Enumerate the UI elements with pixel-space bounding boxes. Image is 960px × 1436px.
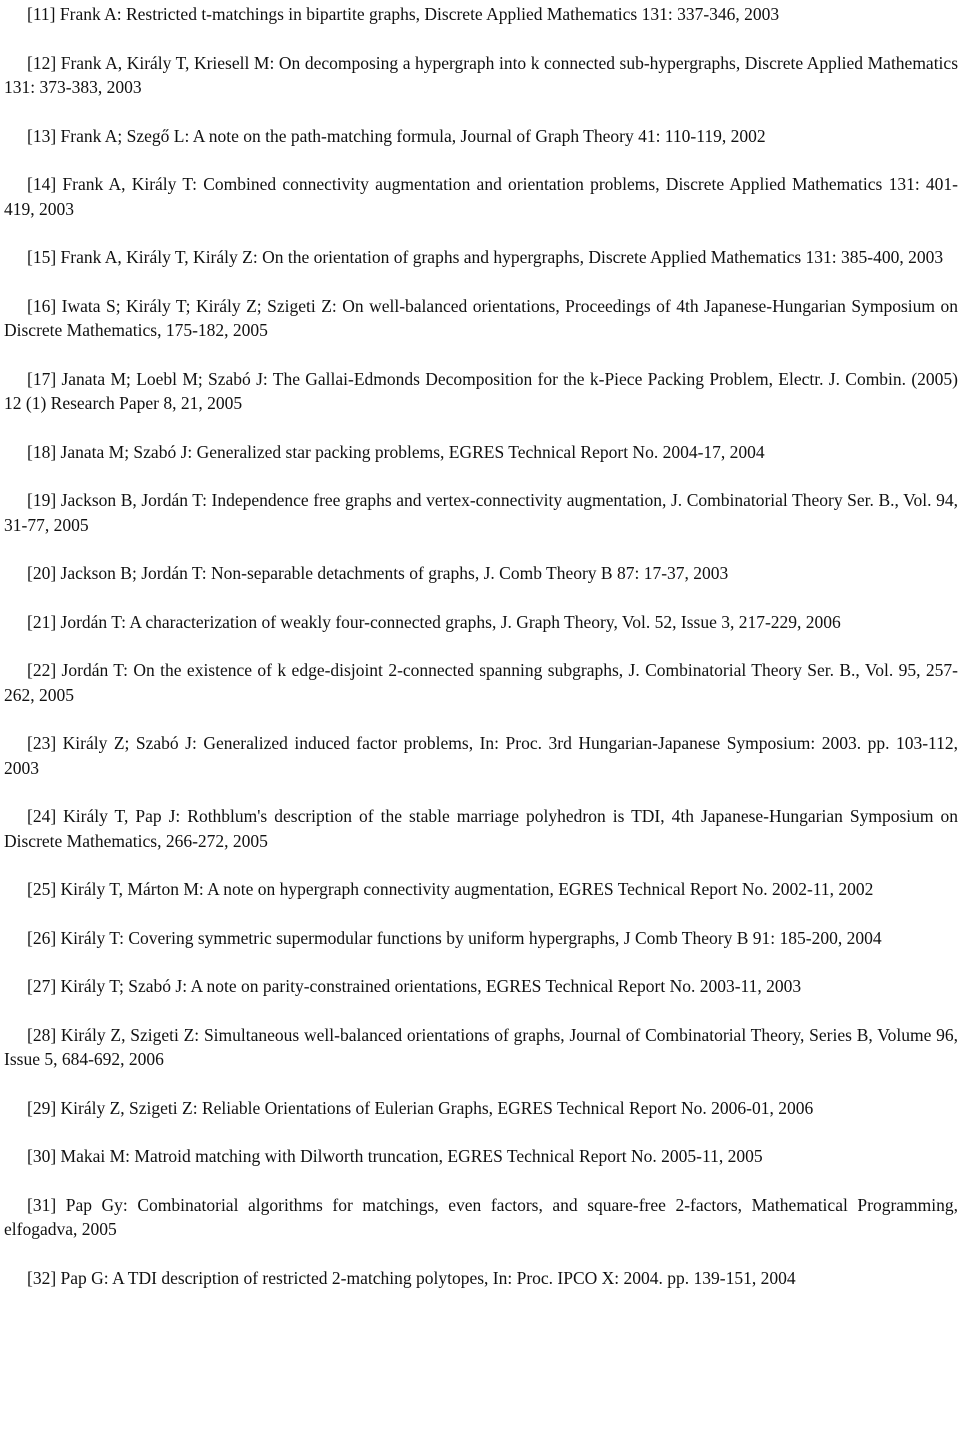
reference-item: [28] Király Z, Szigeti Z: Simultaneous well-balanced orientations of graphs, Journal of Combinatorial Theory, Series B, Volume 96, Issue 5, 684-692, 2006 [4,1024,958,1069]
reference-item: [19] Jackson B, Jordán T: Independence free graphs and vertex-connectivity augmentation, J. Combinatorial Theory Ser. B., Vol. 94, 31-77, 2005 [4,490,958,535]
reference-item: [26] Király T: Covering symmetric supermodular functions by uniform hypergraphs, J Comb Theory B 91: 185-200, 2004 [27,927,882,948]
reference-item: [32] Pap G: A TDI description of restricted 2-matching polytopes, In: Proc. IPCO X: 2004. pp. 139-151, 2004 [27,1267,796,1288]
reference-item: [15] Frank A, Király T, Király Z: On the orientation of graphs and hypergraphs, Discrete Applied Mathematics 131: 385-400, 2003 [27,247,944,267]
reference-item: [13] Frank A; Szegő L: A note on the path-matching formula, Journal of Graph Theory 41: 110-119, 2002 [27,125,766,146]
reference-item: [30] Makai M: Matroid matching with Dilworth truncation, EGRES Technical Report No. 2005-11, 2005 [27,1146,763,1166]
reference-item: [12] Frank A, Király T, Kriesell M: On decomposing a hypergraph into k connected sub-hypergraphs, Discrete Applied Mathematics 131: 373-383, 2003 [4,52,958,97]
reference-item: [11] Frank A: Restricted t-matchings in bipartite graphs, Discrete Applied Mathematics 131: 337-346, 2003 [27,4,780,24]
document-page [4,0,958,1314]
reference-item: [24] Király T, Pap J: Rothblum's description of the stable marriage polyhedron is TDI, 4th Japanese-Hungarian Symposium on Discrete Mathematics, 266-272, 2005 [4,806,958,851]
reference-item: [18] Janata M; Szabó J: Generalized star packing problems, EGRES Technical Report No. 2004-17, 2004 [27,441,765,462]
reference-item: [20] Jackson B; Jordán T: Non-separable detachments of graphs, J. Comb Theory B 87: 17-37, 2003 [27,563,729,583]
reference-list [4,2,958,1290]
reference-item: [25] Király T, Márton M: A note on hypergraph connectivity augmentation, EGRES Technical Report No. 2002-11, 2002 [27,879,874,899]
reference-item: [22] Jordán T: On the existence of k edge-disjoint 2-connected spanning subgraphs, J. Combinatorial Theory Ser. B., Vol. 95, 257-262, 2005 [4,660,958,705]
reference-item: [14] Frank A, Király T: Combined connectivity augmentation and orientation problems, Discrete Applied Mathematics 131: 401-419, 2003 [4,174,958,219]
reference-item: [31] Pap Gy: Combinatorial algorithms for matchings, even factors, and square-free 2-factors, Mathematical Programming, elfogadva, 2005 [4,1194,958,1239]
reference-item: [16] Iwata S; Király T; Király Z; Szigeti Z: On well-balanced orientations, Proceedings of 4th Japanese-Hungarian Symposium on Discrete Mathematics, 175-182, 2005 [4,295,958,340]
reference-item: [23] Király Z; Szabó J: Generalized induced factor problems, In: Proc. 3rd Hungarian-Japanese Symposium: 2003. pp. 103-112, 2003 [4,733,958,778]
reference-item: [17] Janata M; Loebl M; Szabó J: The Gallai-Edmonds Decomposition for the k-Piece Packing Problem, Electr. J. Combin. (2005) 12 (1) Research Paper 8, 21, 2005 [4,368,958,413]
reference-item: [27] Király T; Szabó J: A note on parity-constrained orientations, EGRES Technical Report No. 2003-11, 2003 [27,976,802,996]
reference-item: [29] Király Z, Szigeti Z: Reliable Orientations of Eulerian Graphs, EGRES Technical Report No. 2006-01, 2006 [27,1097,814,1118]
reference-item: [21] Jordán T: A characterization of weakly four-connected graphs, J. Graph Theory, Vol. 52, Issue 3, 217-229, 2006 [27,611,841,632]
